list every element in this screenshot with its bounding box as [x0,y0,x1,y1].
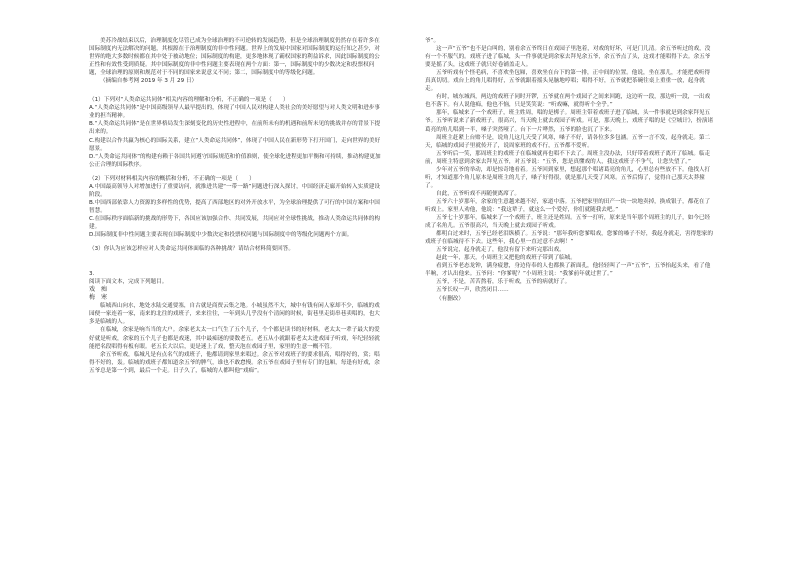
story-paragraph: 五爷听戏有个怪毛病，不喜欢坐包厢，喜欢坐在台下的第一排，正中间的位置。他说，坐在那儿，才能把戏听得真真切切。戏台上的角儿唱得好，五爷就跟着摇头晃脑地哼唱；唱得不好，五爷就把茶碗往桌上重重一放，起身就走。 [425,70,711,93]
story-paragraph: 在临城，余家是响当当的大户。余家老太太一口气生了五个儿子，个个都是读书的好材料。老太太一辈子最大的爱好就是听戏，余家的五个儿子也都是戏迷，其中最痴迷的要数老五。老五从小就跟着老太太进戏园子听戏，年纪轻轻就能把名段唱得有板有眼。老五长大以后，更是迷上了戏，整天泡在戏园子里，家里的生意一概不管。 [89,327,380,350]
intro-paragraph: 美苏冷战结束以后，治理制度化尽管已成为全球治理的不可逆转的发展趋势，但是全球治理制度仍然存在着许多在国际制度内无法解决的问题，其根源在于治理制度的非中性问题。世界上的发展中国家对国际制度的运行知之甚少，对世界的绝大多数时候都在其中处于被动地位；国际制度的构建，更多地体现了霸权国家的利益诉求，因此国际制度的公正性和有效性受到质疑。其中国际制度的非中性问题主要表现在两个方面：第一，国际制度中的少数决定和投票权问题，全球治理的原则和规范对于不同的国家来说意义不同；第二，国际制度中的等级化问题。 [89,38,380,77]
right-column [425,37,715,303]
story-paragraph: 五爷六十岁那年，余家的生意越来越不好，家道中落。五爷把家里的田产一块一块地卖掉，换成银子，都花在了听戏上。家里人劝他，他说：“我这辈子，就这么一个爱好，你们就随我去吧。” [425,198,711,213]
question-1-option-c: C.构建以合作共赢为核心的国际关系，建立“人类命运共同体”，体现了中国人民在新形势下打开国门，走向世界的美好愿景。 [89,137,381,152]
story-paragraph: 五爷说完，起身就走了，他没有留下来听完那出戏。 [436,247,565,254]
story-paragraph: 那年，临城来了一个戏班子，班主姓周，唱的是梆子。周班主带着戏班子进了临城，头一件事就是到余家拜见五爷。五爷听说来了新戏班子，很高兴，当天晚上就去戏园子听戏。可是，那天晚上，戏班子唱的是《空城计》，扮演诸葛亮的角儿唱到一半，嗓子突然哑了。台下一片哗然，五爷的脸也沉了下来。 [425,110,714,133]
question-2-option-d: D.国际制度非中性问题主要表现在国际制度中少数决定和投票权问题与国际制度中的等级化问题两个方面。 [89,232,353,239]
source-note: （有删改） [436,295,464,302]
story-paragraph: 余五爷听戏，临城凡是有点名气的戏班子，他都请到家里来唱过。余五爷对戏班子的要求很高，唱得好的，赏；唱得不好的，轰。临城的戏班子都知道余五爷的脾气，谁也不敢怠慢。余五爷在戏园子里有专门的包厢，每逢有好戏，余五爷总是第一个到，最后一个走。日子久了，临城的人都叫他“戏痴”。 [89,351,380,374]
story-paragraph: 自此，五爷听戏不再随便离席了。 [436,190,520,197]
question-2-option-a: A.中国最高领导人对增加进行了重要访问，就推进共建“一带一路”问题进行深入探讨，中国经济走廊开始转入实质建设阶段。 [89,183,380,198]
story-paragraph: 这一声“五爷”也不是白叫的，别看余五爷终日在戏园子里泡着，对戏的好坏，可是门儿清。余五爷听过的戏，没有一个不服气的。戏班子进了临城，头一件事就是到余家去拜见余五爷，余五爷点了头，这戏才能唱得下去。余五爷要是摇了头，这戏班子就只好卷铺盖走人。 [425,46,711,69]
question-1-option-b: B.“人类命运共同体”是在世界格局发生深刻变化的历史性进程中，在前所未有的机遇和前所未见的挑战并存的背景下提出来的。 [89,121,381,136]
question-1-option-a: A.“人类命运共同体”是中国高级领导人最早提出的，体现了中国人民对构建人类社会的美好愿望与对人类文明和进步事业的担当精神。 [89,105,380,120]
story-paragraph: 五爷长叹一声，欣然闭目…… [436,287,509,294]
story-paragraph: 赵此一年，那天，小周班主又把他的戏班子带到了临城。 [436,255,576,262]
left-column [89,37,384,375]
question-1-stem: （1）下列对“人类命运共同体”相关内容的理解和分析，不正确的一项是（ ） [89,97,289,104]
question-2-option-b: B.中国西部依靠人力资源的多样性的优势，提高了西部地区的对外开放水平，为全球治理提供了可行的中国方案和中国智慧。 [89,199,380,214]
section-3-number: 3. [89,271,95,278]
story-paragraph: 都明白过来时，五爷已经老泪纵横了。五爷说：“那年我听您爹唱戏，您爹的嗓子不好，我起身就走，害得您家的戏班子在临城待不下去。这些年，我心里一直过意不去啊！” [425,231,713,246]
question-2-stem: （2）下列对材料相关内容的概括和分析，不正确的一项是（ ） [89,175,255,182]
story-paragraph: 五爷七十岁那年，临城来了一个戏班子，班主还是姓周。五爷一打听，原来是当年那个周班主的儿子，如今已经成了名角儿。五爷很高兴，当天晚上就去戏园子听戏。 [425,215,711,230]
story-paragraph: 爷”。 [425,38,440,44]
question-2-option-c: C.在国际秩序面临新的挑战的形势下，各国应该加强合作、共同发展，共同应对全球性挑战，推动人类命运共同体的构建。 [89,215,380,230]
story-title: 戏 痴 [89,286,108,294]
story-paragraph: 临城西山向水，地处水陆交通要塞，自古就是商贾云集之地。小城虽然不大，城中有钱有闲人家却不少，临城的戏园便一家连着一家，南来的北往的戏班子，来来往往，一年到头几乎没有个清闲的时候，街巷里走街串巷卖唱的，也大多是临城的人。 [89,303,380,326]
question-1-option-d: D.“人类命运共同体”的构建有赖于各国共同遵守国际规范和价值准则，使全球化进程更加平衡和可持续，推动构建更加公正合理的国际秩序。 [89,153,381,168]
section-3-instruction: 阅读下面文本，完成下列题目。 [89,279,168,286]
story-paragraph: 少年对五爷的举动，却是惊奇地看着。五爷回到家里，想起那个唱诸葛亮的角儿，心里总有些放不下。他找人打听，才知道那个角儿原本是周班主的儿子，嗓子好得很，就是那几天受了风寒。五爷后悔了，觉得自己那天太莽撞了。 [425,166,711,189]
story-paragraph: 五爷，不是，苦苦熬着，乐于听戏，五爷的病就好了。 [436,279,571,286]
story-paragraph: 五爷听后一笑，那周班主的戏班子在临城就再也唱不下去了。周班主没办法，只好带着戏班子离开了临城。临走前，周班主特意到余家去拜见五爷，对五爷说：“五爷，您是真懂戏的人，我这戏班子不争气，让您失望了。” [425,150,711,165]
story-author: 梅 寒 [89,294,108,302]
story-paragraph: 周班主赶紧上台赔不是，说角儿这几天受了风寒，嗓子不好，请各位多多包涵。五爷一言不发，起身就走。第二天，临城的戏园子里就传开了，说周家班的戏不行，五爷都不爱听。 [425,134,711,149]
question-3-stem: （3）你认为应该怎样应对人类命运共同体面临的各种挑战？请结合材料简要回答。 [89,246,294,253]
source-citation: （摘编自参考网 2019 年 3 月 29 日） [100,78,198,85]
story-paragraph: 有时，城东城西，两边的戏班子同时开锣，五爷就在两个戏园子之间来回跑，这边听一段，那边听一段，一出戏也不落下。有人说他痴，他也不恼，只是笑笑说：“听戏嘛，就得听个全乎。” [425,94,711,109]
story-paragraph: 看到五爷老态龙钟，满身疲惫，身边侍奉的人也都换了新面孔，他轻轻叫了一声“五爷”，五爷抬起头来，看了他半晌，才认出他来。五爷问：“你爹呢？”小周班主说：“我爹前年就过世了。” [425,263,711,278]
